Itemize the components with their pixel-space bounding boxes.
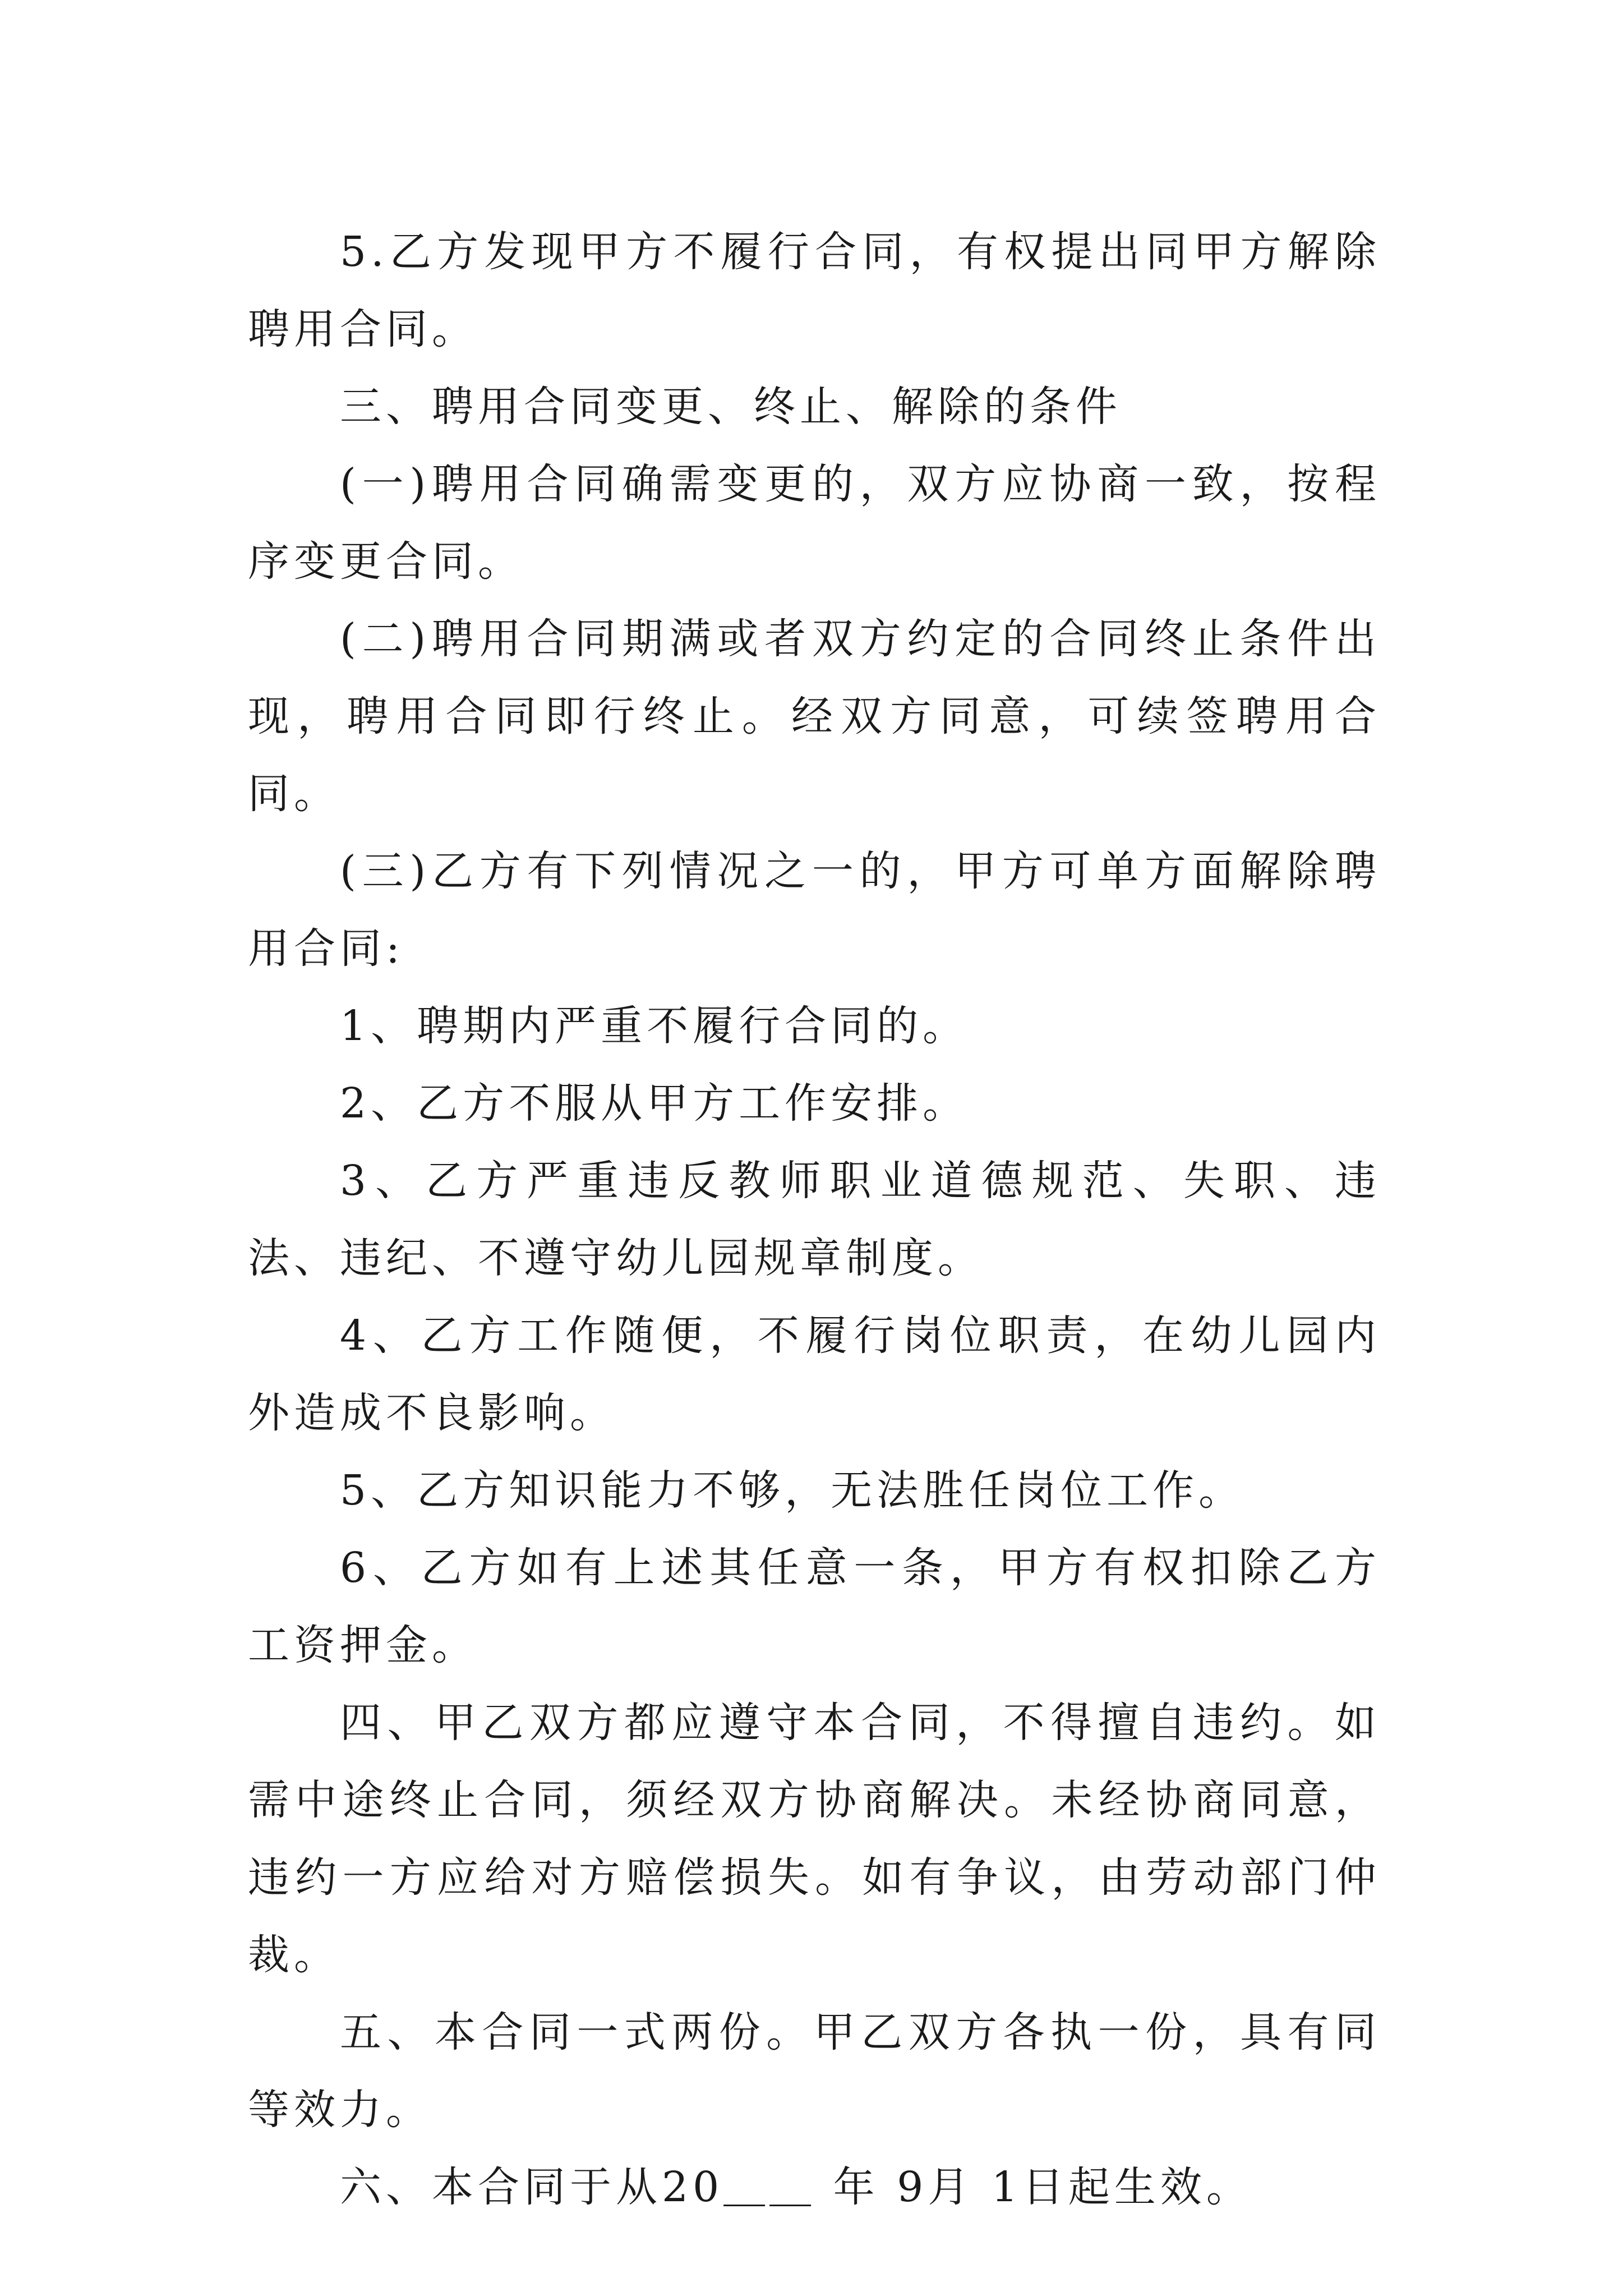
list-item-6: 6、乙方如有上述其任意一条，甲方有权扣除乙方工资押金。 [248,1544,1381,1669]
list-item-1: 1、聘期内严重不履行合同的。 [340,1002,969,1050]
list-item-5: 5、乙方知识能力不够，无法胜任岗位工作。 [340,1466,1245,1515]
paragraph-expiry: (二)聘用合同期满或者双方约定的合同终止条件出现，聘用合同即行终止。经双方同意，可续签聘用合同。 [248,615,1381,818]
paragraph-change: (一)聘用合同确需变更的，双方应协商一致，按程序变更合同。 [248,460,1381,586]
section-four: 四、甲乙双方都应遵守本合同，不得擅自违约。如需中途终止合同，须经双方协商解决。未经协商同意，违约一方应给对方赔偿损失。如有争议，由劳动部门仲裁。 [248,1699,1381,1979]
section-heading-three: 三、聘用合同变更、终止、解除的条件 [340,383,1122,431]
section-five: 五、本合同一式两份。甲乙双方各执一份，具有同等效力。 [248,2008,1381,2134]
paragraph-clause-5-termination-right: 5.乙方发现甲方不履行合同，有权提出同甲方解除聘用合同。 [248,228,1381,353]
paragraph-unilateral-termination: (三)乙方有下列情况之一的，甲方可单方面解除聘用合同: [248,847,1381,973]
section-six: 六、本合同于从20＿＿ 年 9月 1日起生效。 [340,2163,1252,2211]
list-item-4: 4、乙方工作随便，不履行岗位职责，在幼儿园内外造成不良影响。 [248,1312,1381,1437]
document-body [248,213,1381,2226]
list-item-3: 3、乙方严重违反教师职业道德规范、失职、违法、违纪、不遵守幼儿园规章制度。 [248,1157,1381,1282]
list-item-2: 2、乙方不服从甲方工作安排。 [340,1079,969,1128]
